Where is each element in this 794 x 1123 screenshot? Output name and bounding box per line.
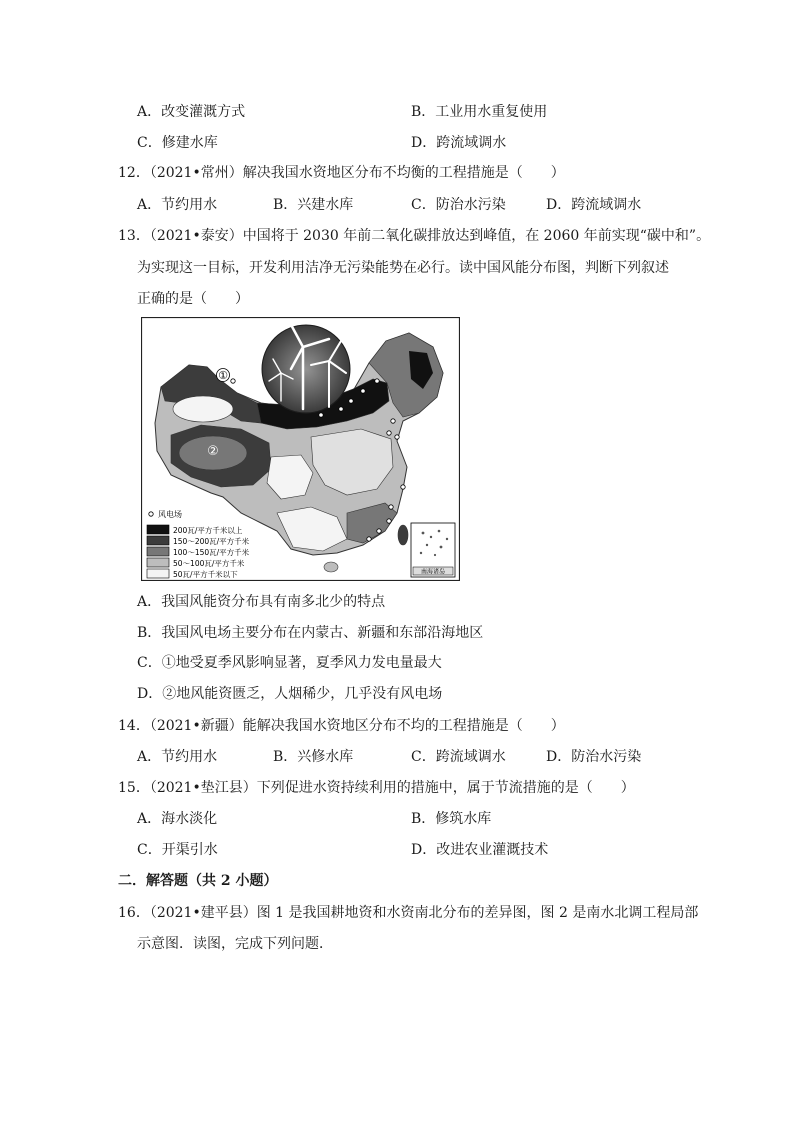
- q13-option-d: D．②地风能资匮乏，人烟稀少，几乎没有风电场: [137, 686, 443, 702]
- q14-stem: 14．（2021•新疆）能解决我国水资地区分布不均的工程措施是（ ）: [118, 718, 565, 734]
- q11-option-a: A．改变灌溉方式: [137, 104, 246, 120]
- q14-option-a: A．节约用水: [137, 749, 218, 765]
- map-marker-2: ②: [207, 444, 219, 459]
- q15-option-c: C．开渠引水: [137, 842, 218, 858]
- q13-stem-line2: 为实现这一目标，开发利用洁净无污染能势在必行。读中国风能分布图，判断下列叙述: [137, 260, 669, 276]
- q11-option-d: D．跨流域调水: [411, 135, 507, 151]
- q16-stem-line1: 16．（2021•建平县）图 1 是我国耕地资和水资南北分布的差异图，图 2 是南水北调工程局部: [118, 905, 699, 921]
- legend-item-4: 50～100瓦/平方千米: [173, 559, 245, 568]
- legend-item-3: 100～150瓦/平方千米: [173, 548, 250, 557]
- q13-option-b: B．我国风电场主要分布在内蒙古、新疆和东部沿海地区: [137, 625, 484, 641]
- q15-option-b: B．修筑水库: [411, 811, 492, 827]
- map-marker-1: ①: [218, 369, 228, 382]
- wind-energy-map: [141, 317, 460, 581]
- q12-option-c: C．防治水污染: [411, 197, 506, 213]
- q14-option-d: D．防治水污染: [546, 749, 642, 765]
- legend-item-5: 50瓦/平方千米以下: [173, 570, 238, 579]
- q12-stem: 12．（2021•常州）解决我国水资地区分布不均衡的工程措施是（ ）: [118, 165, 565, 181]
- q12-option-d: D．跨流域调水: [546, 197, 642, 213]
- section-title: 二．解答题（共 2 小题）: [118, 873, 278, 889]
- legend-item-1: 200瓦/平方千米以上: [173, 526, 243, 535]
- q15-option-d: D．改进农业灌溉技术: [411, 842, 549, 858]
- q14-option-b: B．兴修水库: [273, 749, 354, 765]
- q11-option-b: B．工业用水重复使用: [411, 104, 548, 120]
- q12-option-b: B．兴建水库: [273, 197, 354, 213]
- q15-option-a: A．海水淡化: [137, 811, 218, 827]
- inset-label: 南海诸岛: [420, 568, 446, 576]
- q16-stem-line2: 示意图．读图，完成下列问题．: [137, 936, 333, 952]
- q13-stem-line1: 13．（2021•泰安）中国将于 2030 年前二氧化碳排放达到峰值，在 2060 年前实现“碳中和”。: [118, 228, 711, 244]
- legend-title: 风电场: [158, 510, 182, 519]
- q15-stem: 15．（2021•垫江县）下列促进水资持续利用的措施中，属于节流措施的是（ ）: [118, 780, 635, 796]
- q12-option-a: A．节约用水: [137, 197, 218, 213]
- q14-option-c: C．跨流域调水: [411, 749, 506, 765]
- south-china-sea-inset: [411, 523, 455, 577]
- q13-stem-line3: 正确的是（ ）: [137, 291, 249, 307]
- q11-option-c: C．修建水库: [137, 135, 218, 151]
- q13-option-c: C．①地受夏季风影响显著，夏季风力发电量最大: [137, 655, 442, 671]
- legend-item-2: 150～200瓦/平方千米: [173, 537, 250, 546]
- q13-option-a: A．我国风能资分布具有南多北少的特点: [137, 594, 386, 610]
